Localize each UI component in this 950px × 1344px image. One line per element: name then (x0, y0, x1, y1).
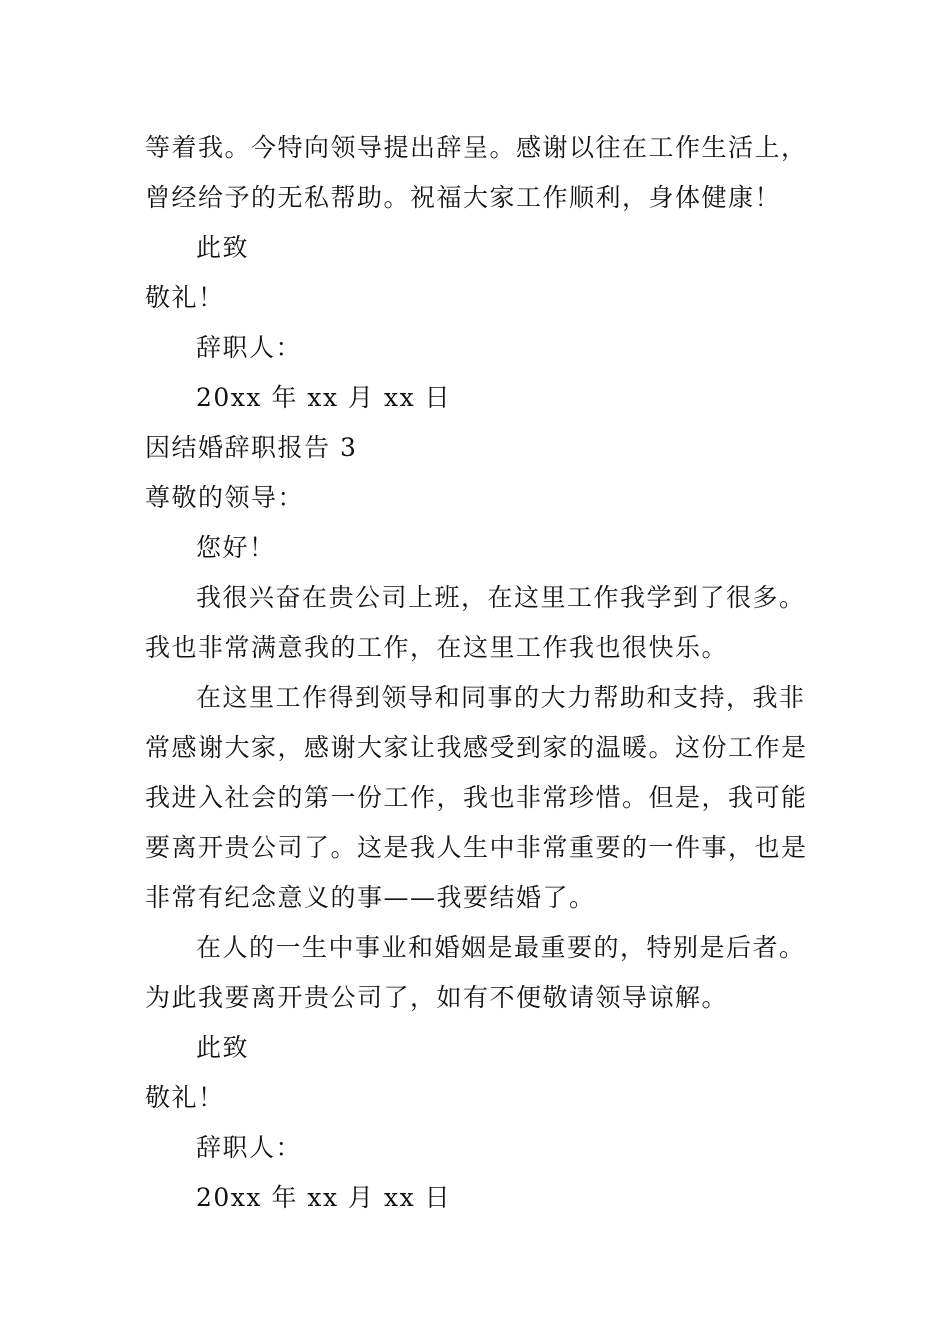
signature-label: 辞职人： (196, 1133, 303, 1162)
body-text-line: 我也非常满意我的工作，在这里工作我也很快乐。 (145, 633, 729, 662)
signature-label: 辞职人： (196, 333, 303, 362)
closing-regards: 敬礼！ (145, 283, 225, 312)
body-text-line: 非常有纪念意义的事——我要结婚了。 (145, 883, 596, 912)
body-text-line: 在人的一生中事业和婚姻是最重要的，特别是后者。 (196, 933, 806, 962)
greeting: 您好！ (196, 533, 276, 562)
closing-regards: 敬礼！ (145, 1083, 225, 1112)
body-text-line: 要离开贵公司了。这是我人生中非常重要的一件事，也是 (145, 833, 808, 862)
section-title: 因结婚辞职报告 3 (145, 433, 358, 462)
closing-salutation: 此致 (196, 233, 250, 262)
body-text-line: 我进入社会的第一份工作，我也非常珍惜。但是，我可能 (145, 783, 808, 812)
date-line: 20xx 年 xx 月 xx 日 (196, 1183, 452, 1212)
body-text-line: 等着我。今特向领导提出辞呈。感谢以往在工作生活上， (145, 133, 808, 162)
body-text-line: 在这里工作得到领导和同事的大力帮助和支持，我非 (196, 683, 806, 712)
body-text-line: 常感谢大家，感谢大家让我感受到家的温暖。这份工作是 (145, 733, 808, 762)
body-text-line: 曾经给予的无私帮助。祝福大家工作顺利，身体健康！ (145, 183, 782, 212)
closing-salutation: 此致 (196, 1033, 250, 1062)
greeting-recipient: 尊敬的领导： (145, 483, 305, 512)
body-text-line: 我很兴奋在贵公司上班，在这里工作我学到了很多。 (196, 583, 806, 612)
body-text-line: 为此我要离开贵公司了，如有不便敬请领导谅解。 (145, 983, 729, 1012)
date-line: 20xx 年 xx 月 xx 日 (196, 383, 452, 412)
